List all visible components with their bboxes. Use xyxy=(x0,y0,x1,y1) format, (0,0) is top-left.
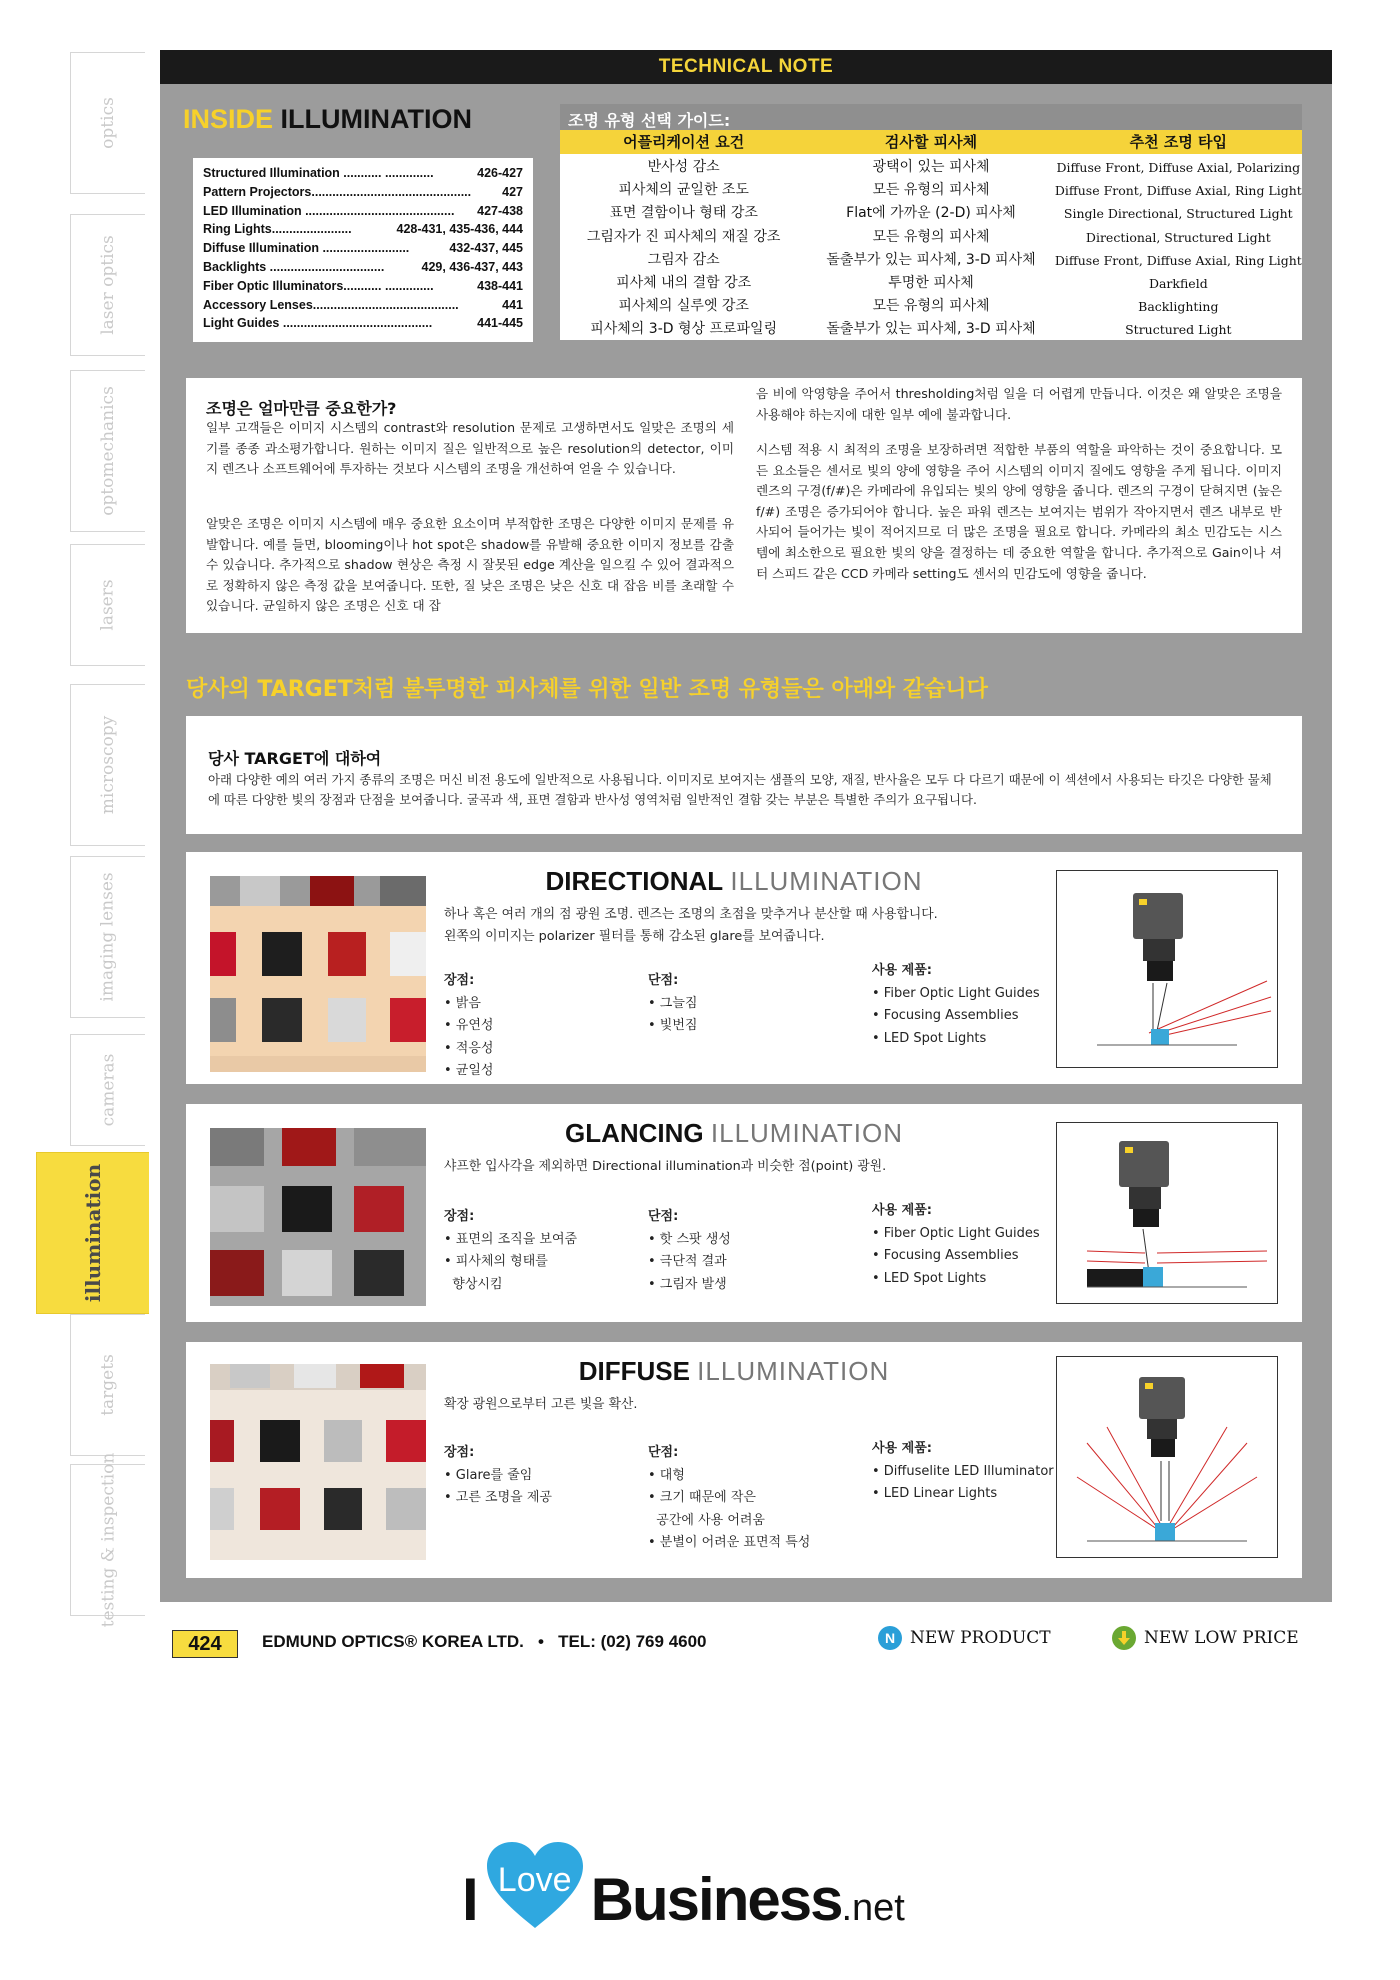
toc-item[interactable]: Accessory Lenses.......................................... 441 xyxy=(203,297,523,312)
directional-illumination-card xyxy=(186,852,1302,1084)
importance-paragraph-1: 일부 고객들은 이미지 시스템의 contrast와 resolution 문제로 고생하면서도 일맞은 조명의 세기를 종종 과소평가합니다. 원하는 이미지 질은 일반적으로 높은 resolution의 detector, 이미지 렌즈나 소프트웨어에 투자하는 것보다 시스템의 조명을 개선하여 얻을 수 있습니다. xyxy=(206,420,734,477)
new-product-icon: N xyxy=(878,1626,902,1650)
toc-item[interactable]: Light Guides ........................................... 441-445 xyxy=(203,316,523,331)
side-tab-illumination[interactable]: illumination xyxy=(36,1152,149,1314)
importance-section xyxy=(186,378,1302,633)
inside-illumination-title: INSIDE ILLUMINATION xyxy=(183,104,473,134)
table-row: 그림자 감소 돌출부가 있는 피사체, 3-D 피사체 Diffuse Front, Diffuse Axial, Ring Light xyxy=(647,251,1302,268)
new-low-price-legend: NEW LOW PRICE xyxy=(1112,1626,1299,1650)
column-header: 추천 조명 타입 xyxy=(1129,133,1228,151)
product-item[interactable]: • Diffuselite LED Illuminator xyxy=(872,1463,1054,1479)
diffuse-diagram xyxy=(1056,1356,1278,1558)
side-tab-microscopy[interactable]: microscopy xyxy=(70,684,145,846)
guide-title: 조명 유형 선택 가이드: xyxy=(568,111,731,130)
footer-company-info: EDMUND OPTICS® KOREA LTD. • TEL: (02) 769 4600 xyxy=(262,1632,707,1651)
list-item: • 크기 때문에 작은 xyxy=(648,1490,756,1505)
glancing-description: 샤프한 입사각을 제외하면 Directional illumination과 비슷한 점(point) 광원. xyxy=(444,1159,887,1174)
list-item: • 핫 스팟 생성 xyxy=(648,1231,731,1247)
list-item: • 극단적 결과 xyxy=(648,1254,727,1269)
toc-item[interactable]: Structured Illumination ........... .............. 426-427 xyxy=(203,166,523,180)
list-item: • 고른 조명을 제공 xyxy=(444,1490,552,1505)
directional-pros: 장점: • 밝음 • 유연성 • 적응성 • 균일성 xyxy=(444,970,624,1083)
importance-title: 조명은 얼마만큼 중요한가? xyxy=(206,399,397,418)
side-tab-laser-optics[interactable]: laser optics xyxy=(70,214,145,356)
list-item: • 분별이 어려운 표면적 특성 xyxy=(648,1535,811,1550)
product-item[interactable]: • Fiber Optic Light Guides xyxy=(872,985,1040,1001)
list-item: 향상시킴 xyxy=(444,1276,503,1292)
about-target-text: 아래 다양한 예의 여러 가지 종류의 조명은 머신 비전 용도에 일반적으로 사용됩니다. 이미지로 보여지는 샘플의 모양, 재질, 반사율은 모두 다 다르기 때문에 이 섹션에서 사용되는 타깃은 다양한 물체에 따른 다양한 빛의 장점과 단점을 보여줍니다. 굴곡과 색, 표면 결함과 반사성 영역처럼 일반적인 결함 갖는 부분은 특별한 주의가 요구됩니다. xyxy=(208,772,1272,807)
page-number: 424 xyxy=(172,1630,238,1658)
glancing-illumination-card xyxy=(186,1104,1302,1322)
table-row: 피사체의 실루엣 강조 모든 유형의 피사체 Backlighting xyxy=(618,298,1219,315)
toc-item[interactable]: Diffuse Illumination ......................... 432-437, 445 xyxy=(203,241,523,256)
table-row: 표면 결함이나 형태 강조 Flat에 가까운 (2-D) 피사체 Single Directional, Structured Light xyxy=(609,205,1293,222)
list-item: 공간에 사용 어려움 xyxy=(648,1512,765,1528)
lighting-selection-guide xyxy=(560,104,1302,340)
table-row: 피사체 내의 결함 강조 투명한 피사체 Darkfield xyxy=(616,274,1208,291)
product-item[interactable]: • LED Spot Lights xyxy=(872,1270,987,1286)
diffuse-title: DIFFUSE ILLUMINATION xyxy=(578,1356,890,1386)
diffuse-description: 확장 광원으로부터 고른 빛을 확산. xyxy=(444,1397,638,1412)
directional-sample-photo xyxy=(210,876,426,1072)
diffuse-pros: 장점: • Glare를 줄임 • 고른 조명을 제공 xyxy=(444,1442,624,1510)
list-item: • 표면의 조직을 보여줌 xyxy=(444,1231,578,1247)
directional-description: 하나 혹은 여러 개의 점 광원 조명. 렌즈는 조명의 초점을 맞추거나 분산할 때 사용합니다. 왼쪽의 이미지는 polarizer 필터를 통해 감소된 glare를 보여줍니다. xyxy=(444,907,938,944)
contents-list xyxy=(193,158,533,342)
product-item[interactable]: • Fiber Optic Light Guides xyxy=(872,1225,1040,1241)
side-tab-testing-inspection[interactable]: testing & inspection xyxy=(70,1464,145,1616)
glancing-cons: 단점: • 핫 스팟 생성 • 극단적 결과 • 그림자 발생 xyxy=(648,1206,828,1296)
list-item: • Glare를 줄임 xyxy=(444,1467,533,1483)
product-item[interactable]: • Focusing Assemblies xyxy=(872,1008,1019,1023)
list-item: • 밝음 xyxy=(444,995,481,1011)
importance-paragraph-4: 시스템 적용 시 최적의 조명을 보장하려면 적합한 부품의 역할을 파악하는 것이 중요합니다. 모든 요소들은 센서로 빛의 양에 영향을 주어 시스템의 이미지 질에도 영향을 주게 됩니다. 이미지 렌즈의 구경(f/#)은 카메라에 유입되는 빛의 양에 영향을 줍니다. 렌즈의 구경이 닫혀지면 (높은 f/#) 조명은 증가되어야 합니다. 높은 파워 렌즈는 보여지는 범위가 작아지면서 렌즈 내부로 반사되어 들어가는 빛이 적어지므로 더 많은 조명을 필요로 합니다. 카메라의 최소 민감도는 시스템에 최소한으로 필요한 빛의 양을 결정하는 데 중요한 역할을 합니다. 추가적으로 Gain이나 셔터 스피드 같은 CCD 카메라 setting도 센서의 민감도에 영향을 줍니다. xyxy=(756,442,1282,581)
down-arrow-icon xyxy=(1112,1626,1136,1650)
ilovebusiness-watermark: I Love Business .net xyxy=(462,1840,905,1930)
glancing-diagram xyxy=(1056,1122,1278,1304)
toc-item[interactable]: LED Illumination ........................................... 427-438 xyxy=(203,203,523,218)
table-row: 반사성 감소 광택이 있는 피사체 Diffuse Front, Diffuse Axial, Polarizing xyxy=(647,159,1301,175)
product-item[interactable]: • Focusing Assemblies xyxy=(872,1248,1019,1263)
side-tab-lasers[interactable]: lasers xyxy=(70,544,145,666)
diffuse-sample-photo xyxy=(210,1364,426,1560)
directional-cons: 단점: • 그늘짐 • 빛번짐 xyxy=(648,970,828,1038)
list-item: • 그림자 발생 xyxy=(648,1276,727,1292)
directional-diagram xyxy=(1056,870,1278,1068)
diffuse-cons: 단점: • 대형 • 크기 때문에 작은 공간에 사용 어려움 • 분별이 어려운 표면적 특성 xyxy=(648,1442,868,1555)
importance-paragraph-2: 알맞은 조명은 이미지 시스템에 매우 중요한 요소이며 부적합한 조명은 다양한 이미지 문제를 유발합니다. 예를 들면, blooming이나 hot spot은 shadow를 유발해 중요한 이미지 정보를 감출 수 있습니다. 추가적으로 shadow 현상은 측정 시 잘못된 edge 계산을 일으킬 수 있어 결과적으로 정확하지 않은 측정 값을 보여줍니다. 또한, 질 낮은 조명은 낮은 신호 대 잡음 비를 초래할 수 있습니다. 균일하지 않은 조명은 신호 대 잡 xyxy=(206,516,734,614)
table-row: 그림자가 진 피사체의 재질 강조 모든 유형의 피사체 Directional, Structured Light xyxy=(586,228,1271,245)
heart-icon: Love xyxy=(485,1840,585,1930)
directional-products: 사용 제품: • Fiber Optic Light Guides • Focusing Assemblies • LED Spot Lights xyxy=(872,960,1092,1050)
list-item: • 균일성 xyxy=(444,1063,494,1078)
table-row: 피사체의 균일한 조도 모든 유형의 피사체 Diffuse Front, Diffuse Axial, Ring Light xyxy=(618,182,1302,199)
toc-item[interactable]: Ring Lights....................... 428-431, 435-436, 444 xyxy=(203,222,523,237)
side-tab-optomechanics[interactable]: optomechanics xyxy=(70,370,145,532)
list-item: • 유연성 xyxy=(444,1018,494,1033)
side-tab-targets[interactable]: targets xyxy=(70,1314,145,1456)
list-item: • 적응성 xyxy=(444,1040,494,1056)
list-item: • 피사체의 형태를 xyxy=(444,1254,548,1269)
side-tab-imaging-lenses[interactable]: imaging lenses xyxy=(70,856,145,1018)
toc-item[interactable]: Backlights ................................. 429, 436-437, 443 xyxy=(203,259,523,274)
side-tab-optics[interactable]: optics xyxy=(70,52,145,194)
side-tab-cameras[interactable]: cameras xyxy=(70,1034,145,1146)
guide-column-headers xyxy=(560,130,1302,154)
about-target-title: 당사 TARGET에 대하여 xyxy=(208,749,382,768)
column-header: 검사할 피사체 xyxy=(884,133,978,151)
glancing-sample-photo xyxy=(210,1128,426,1306)
new-product-legend: N NEW PRODUCT xyxy=(878,1626,1051,1650)
table-row: 피사체의 3-D 형상 프로파일링 돌출부가 있는 피사체, 3-D 피사체 Structured Light xyxy=(590,321,1232,338)
technical-note-header: TECHNICAL NOTE xyxy=(160,50,1332,84)
toc-item[interactable]: Pattern Projectors.............................................. 427 xyxy=(203,184,523,199)
product-item[interactable]: • LED Spot Lights xyxy=(872,1030,987,1046)
list-item: • 빛번짐 xyxy=(648,1018,698,1033)
importance-paragraph-3: 음 비에 악영향을 주어서 thresholding처럼 일을 더 어렵게 만듭니다. 이것은 왜 알맞은 조명을 사용해야 하는지에 대한 일부 예에 불과합니다. xyxy=(756,386,1282,422)
guide-rows xyxy=(560,156,1302,342)
list-item: • 그늘짐 xyxy=(648,995,698,1011)
directional-title: DIRECTIONAL ILLUMINATION xyxy=(545,866,923,896)
diffuse-products: 사용 제품: • Diffuselite LED Illuminator • LED Linear Lights xyxy=(872,1438,1092,1506)
lighting-types-banner: 당사의 TARGET처럼 불투명한 피사체를 위한 일반 조명 유형들은 아래와 같습니다 xyxy=(186,677,988,702)
diffuse-illumination-card xyxy=(186,1342,1302,1578)
glancing-pros: 장점: • 표면의 조직을 보여줌 • 피사체의 형태를 향상시킴 xyxy=(444,1206,624,1296)
glancing-products: 사용 제품: • Fiber Optic Light Guides • Focusing Assemblies • LED Spot Lights xyxy=(872,1200,1092,1290)
about-target-section xyxy=(186,716,1302,834)
toc-item[interactable]: Fiber Optic Illuminators........... .............. 438-441 xyxy=(203,278,523,293)
product-item[interactable]: • LED Linear Lights xyxy=(872,1486,998,1501)
list-item: • 대형 xyxy=(648,1467,685,1483)
column-header: 어플리케이션 요건 xyxy=(623,133,745,151)
glancing-title: GLANCING ILLUMINATION xyxy=(564,1118,903,1148)
